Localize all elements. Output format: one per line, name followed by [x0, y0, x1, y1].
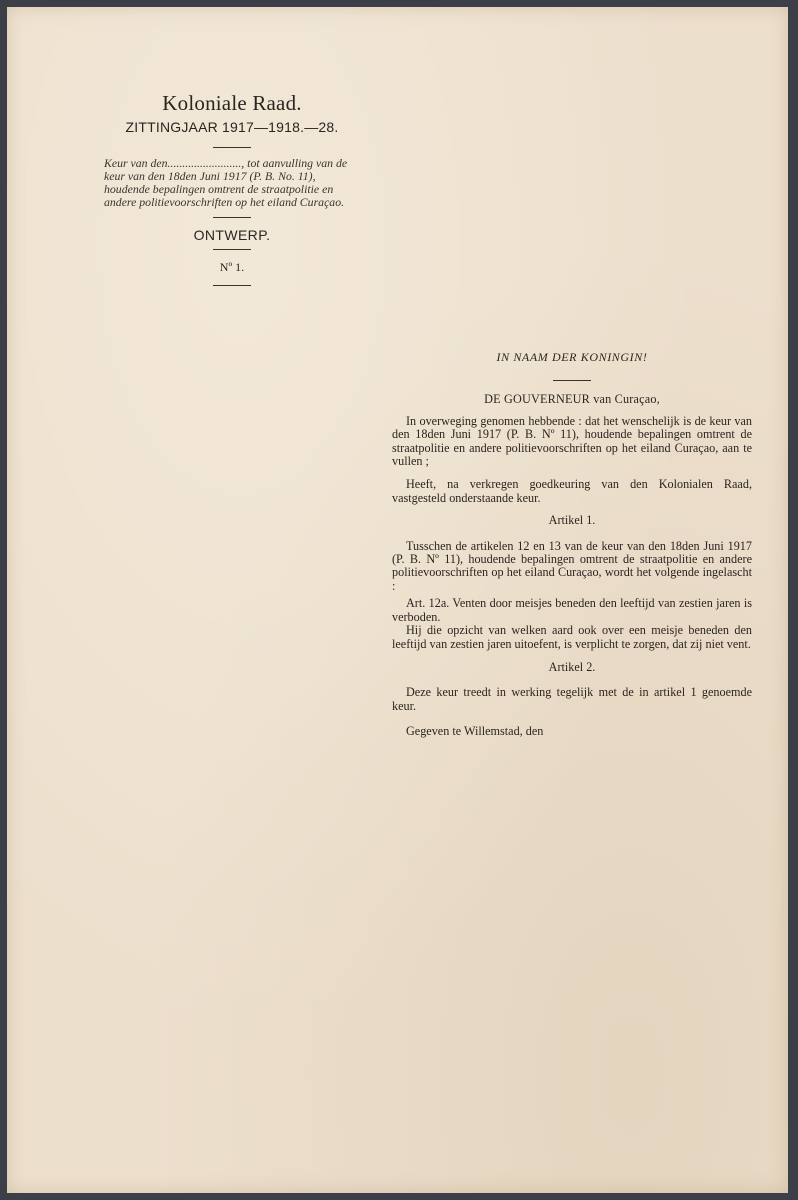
divider: [213, 249, 251, 250]
considering-paragraph: In overweging genomen hebbende : dat het wenschelijk is de keur van den 18den Juni 1917 (P. B. Nº 11), houdende bepalingen omtrent de straatpolitie en andere politievoorschriften op het eiland Curaçao, aan te vullen ;: [392, 413, 752, 469]
article-12a-text-2: Hij die opzicht van welken aard ook over een meisje beneden den leeftijd van zestien jaren uitoefent, is verplicht te zorgen, dat zij niet vent.: [392, 623, 752, 651]
article-2-title: Artikel 2.: [548, 659, 596, 674]
document-number: Nº 1.: [219, 260, 245, 274]
divider: [553, 380, 591, 381]
article-12a-text: Art. 12a. Venten door meisjes beneden den leeftijd van zestien jaren is verboden.: [392, 596, 752, 624]
document-body: [392, 351, 752, 739]
document-page: [7, 7, 788, 1193]
session-year: ZITTINGJAAR 1917—1918.—28.: [125, 119, 339, 135]
document-type: ONTWERP.: [193, 227, 271, 243]
governor-heading: DE GOUVERNEUR van Curaçao,: [484, 392, 660, 407]
given-at: Gegeven te Willemstad, den: [406, 724, 544, 739]
article-1-text: Tusschen de artikelen 12 en 13 van de keur van den 18den Juni 1917 (P. B. Nº 11), houdende bepalingen omtrent de straatpolitie en andere politievoorschriften op het eiland Curaçao, wordt het volgende ingelascht :: [392, 538, 752, 593]
council-title: Koloniale Raad.: [162, 91, 302, 115]
divider: [213, 285, 251, 286]
divider: [213, 217, 251, 218]
invocation: IN NAAM DER KONINGIN!: [496, 350, 648, 364]
document-header: [104, 89, 360, 286]
divider: [213, 147, 251, 148]
subject-description: Keur van den........................., tot aanvulling van de keur van den 18den Juni 1917 (P. B. No. 11), houdende bepalingen omtrent de straatpolitie en andere politievoorschriften op het eiland Curaçao.: [104, 156, 348, 209]
article-1-title: Artikel 1.: [548, 513, 596, 528]
article-2-text: Deze keur treedt in werking tegelijk met de in artikel 1 genoemde keur.: [392, 685, 752, 713]
enactment-paragraph: Heeft, na verkregen goedkeuring van den Kolonialen Raad, vastgesteld onderstaande keur.: [392, 477, 752, 505]
